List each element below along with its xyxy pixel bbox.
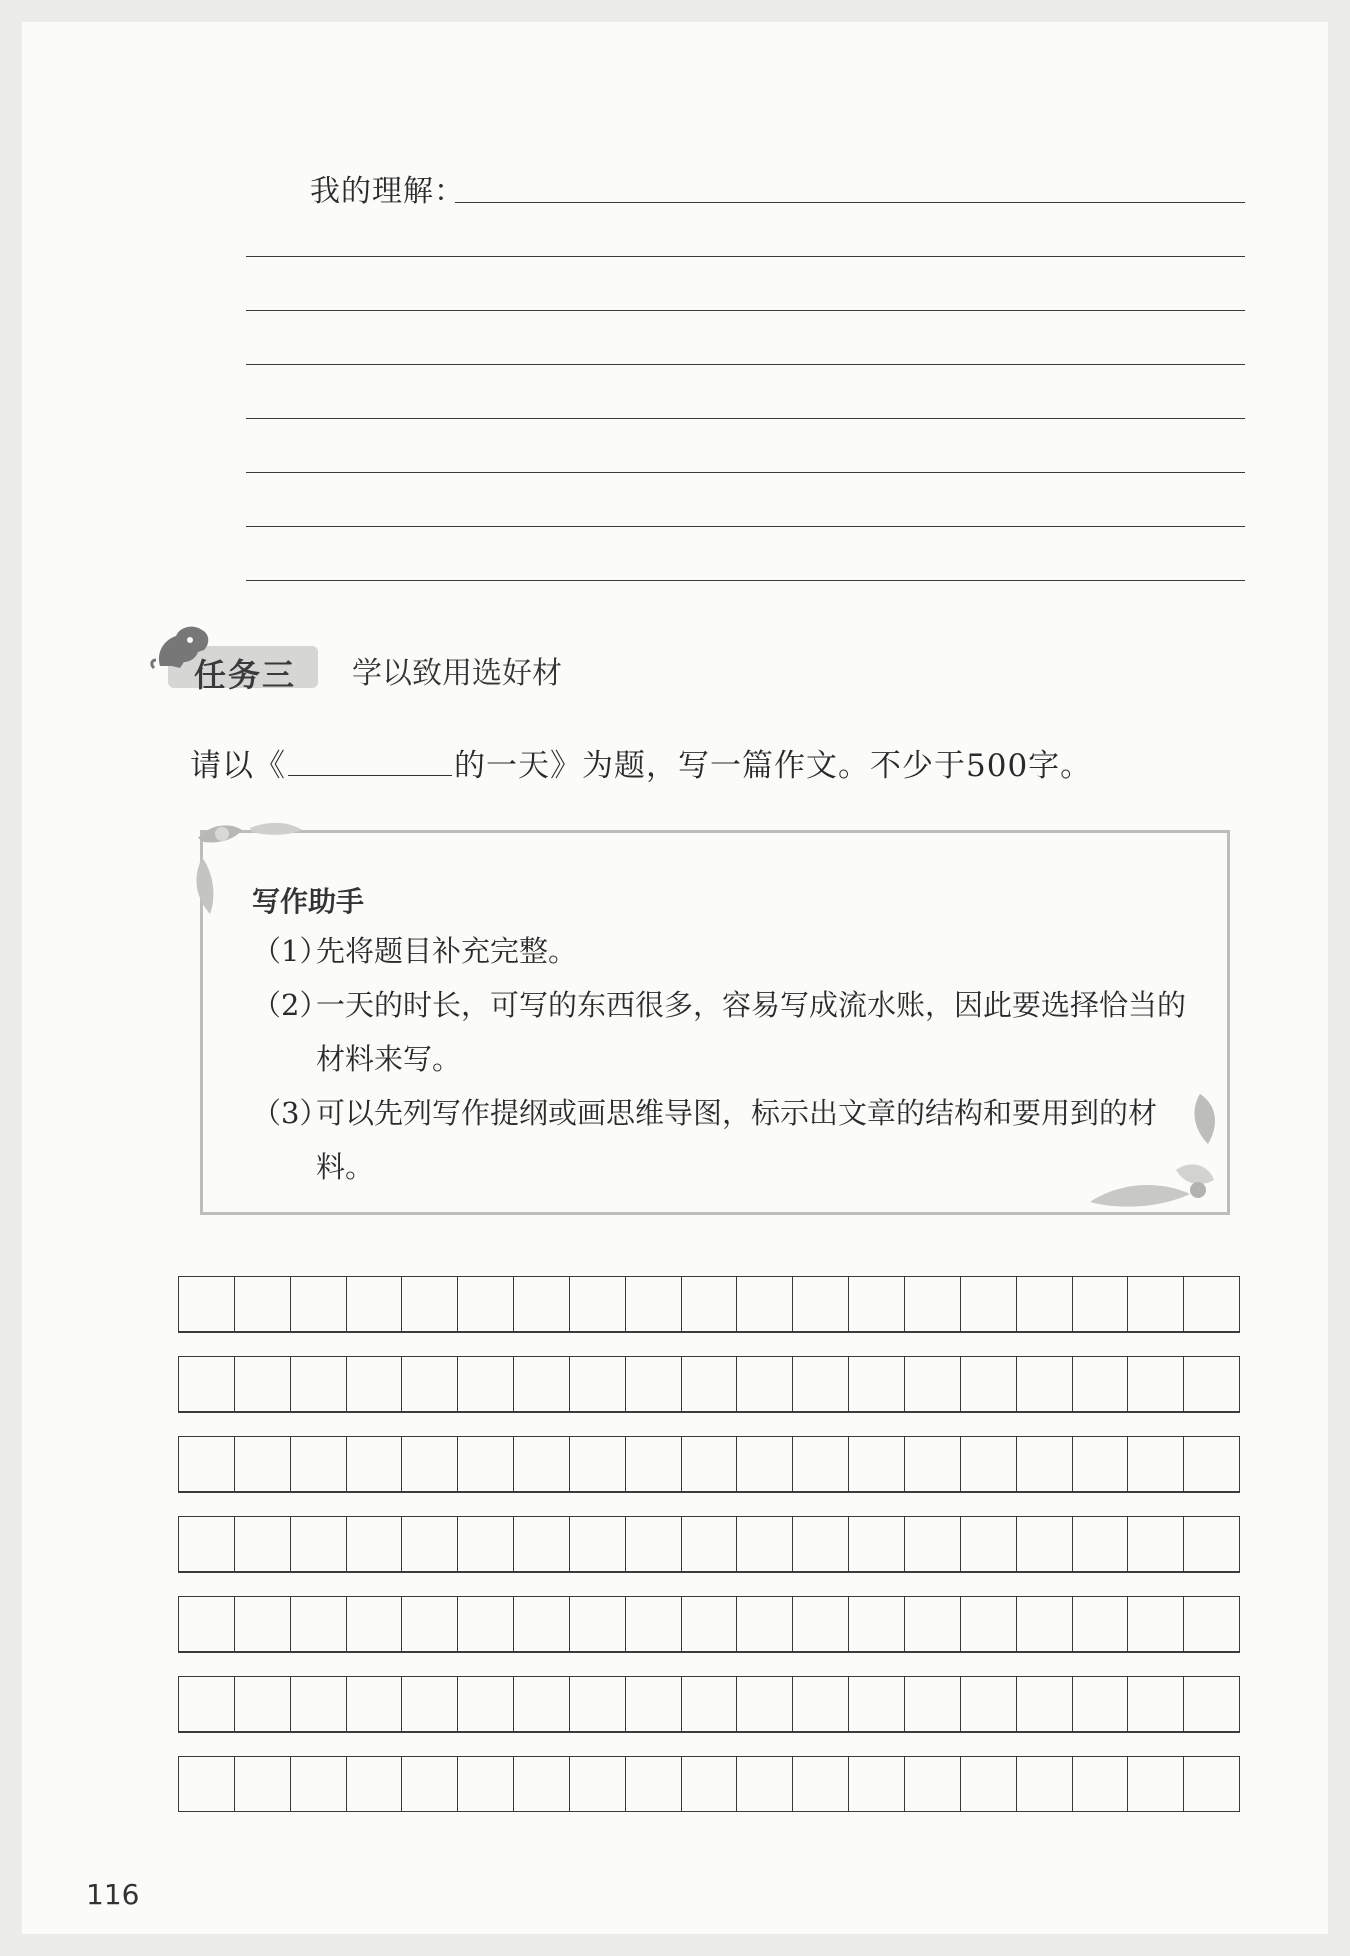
grid-row[interactable]: [178, 1676, 1240, 1732]
grid-cell[interactable]: [402, 1277, 458, 1331]
grid-cell[interactable]: [179, 1757, 235, 1811]
grid-cell[interactable]: [570, 1517, 626, 1571]
grid-cell[interactable]: [514, 1677, 570, 1731]
grid-cell[interactable]: [570, 1437, 626, 1491]
answer-line[interactable]: [455, 202, 1245, 203]
grid-cell[interactable]: [849, 1357, 905, 1411]
grid-cell[interactable]: [179, 1437, 235, 1491]
grid-cell[interactable]: [1017, 1277, 1073, 1331]
answer-line[interactable]: [246, 580, 1245, 581]
grid-cell[interactable]: [1017, 1437, 1073, 1491]
prompt-text-before: 请以《: [190, 748, 286, 784]
answer-line[interactable]: [246, 472, 1245, 473]
grid-cell[interactable]: [291, 1357, 347, 1411]
task-badge-label: 任务三: [194, 656, 297, 694]
row-spacer: [178, 1492, 1240, 1493]
grid-cell[interactable]: [793, 1437, 849, 1491]
helper-heading: 写作助手: [252, 885, 365, 918]
grid-cell[interactable]: [291, 1517, 347, 1571]
grid-cell[interactable]: [235, 1677, 291, 1731]
grid-cell[interactable]: [570, 1357, 626, 1411]
grid-cell[interactable]: [1184, 1437, 1239, 1491]
grid-cell[interactable]: [682, 1277, 738, 1331]
grid-cell[interactable]: [235, 1517, 291, 1571]
grid-cell[interactable]: [1073, 1677, 1129, 1731]
grid-cell[interactable]: [793, 1277, 849, 1331]
grid-cell[interactable]: [458, 1517, 514, 1571]
answer-line[interactable]: [246, 526, 1245, 527]
grid-cell[interactable]: [402, 1757, 458, 1811]
grid-cell[interactable]: [235, 1357, 291, 1411]
grid-cell[interactable]: [179, 1357, 235, 1411]
task-badge: [150, 622, 326, 692]
answer-line[interactable]: [246, 256, 1245, 257]
grid-cell[interactable]: [1184, 1757, 1239, 1811]
grid-cell[interactable]: [1128, 1277, 1184, 1331]
grid-cell[interactable]: [626, 1277, 682, 1331]
grid-cell[interactable]: [793, 1357, 849, 1411]
answer-line[interactable]: [246, 418, 1245, 419]
grid-cell[interactable]: [514, 1757, 570, 1811]
grid-cell[interactable]: [793, 1677, 849, 1731]
grid-cell[interactable]: [737, 1437, 793, 1491]
grid-cell[interactable]: [905, 1597, 961, 1651]
grid-cell[interactable]: [793, 1517, 849, 1571]
grid-cell[interactable]: [291, 1757, 347, 1811]
grid-cell[interactable]: [793, 1597, 849, 1651]
grid-cell[interactable]: [347, 1517, 403, 1571]
row-spacer: [178, 1332, 1240, 1333]
grid-cell[interactable]: [682, 1597, 738, 1651]
grid-cell[interactable]: [905, 1677, 961, 1731]
grid-cell[interactable]: [849, 1437, 905, 1491]
grid-cell[interactable]: [347, 1277, 403, 1331]
grid-cell[interactable]: [961, 1437, 1017, 1491]
grid-cell[interactable]: [1128, 1357, 1184, 1411]
grid-cell[interactable]: [235, 1757, 291, 1811]
helper-item-text: 一天的时长，可写的东西很多，容易写成流水账，因此要选择恰当的材料来写。: [316, 988, 1187, 1076]
grid-cell[interactable]: [179, 1597, 235, 1651]
grid-row[interactable]: [178, 1276, 1240, 1332]
grid-cell[interactable]: [570, 1277, 626, 1331]
grid-cell[interactable]: [1184, 1597, 1239, 1651]
grid-cell[interactable]: [626, 1757, 682, 1811]
grid-cell[interactable]: [570, 1757, 626, 1811]
grid-cell[interactable]: [849, 1517, 905, 1571]
grid-cell[interactable]: [1073, 1757, 1129, 1811]
grid-cell[interactable]: [905, 1757, 961, 1811]
grid-cell[interactable]: [626, 1597, 682, 1651]
grid-cell[interactable]: [626, 1357, 682, 1411]
grid-cell[interactable]: [905, 1277, 961, 1331]
grid-cell[interactable]: [737, 1357, 793, 1411]
grid-cell[interactable]: [1017, 1517, 1073, 1571]
grid-cell[interactable]: [737, 1597, 793, 1651]
helper-item-number: （2）: [252, 988, 329, 1022]
grid-cell[interactable]: [570, 1677, 626, 1731]
grid-cell[interactable]: [514, 1437, 570, 1491]
grid-cell[interactable]: [402, 1437, 458, 1491]
grid-cell[interactable]: [514, 1277, 570, 1331]
grid-cell[interactable]: [179, 1677, 235, 1731]
grid-cell[interactable]: [1017, 1677, 1073, 1731]
task-title: 学以致用选好材: [352, 656, 562, 691]
grid-cell[interactable]: [1017, 1357, 1073, 1411]
grid-cell[interactable]: [961, 1357, 1017, 1411]
grid-cell[interactable]: [961, 1597, 1017, 1651]
grid-cell[interactable]: [1184, 1277, 1239, 1331]
grid-cell[interactable]: [737, 1677, 793, 1731]
grid-cell[interactable]: [1128, 1677, 1184, 1731]
grid-cell[interactable]: [1128, 1757, 1184, 1811]
grid-cell[interactable]: [961, 1277, 1017, 1331]
grid-cell[interactable]: [737, 1277, 793, 1331]
answer-line[interactable]: [246, 310, 1245, 311]
grid-cell[interactable]: [402, 1677, 458, 1731]
grid-cell[interactable]: [458, 1437, 514, 1491]
grid-cell[interactable]: [1073, 1597, 1129, 1651]
grid-cell[interactable]: [626, 1677, 682, 1731]
grid-cell[interactable]: [347, 1357, 403, 1411]
grid-cell[interactable]: [458, 1357, 514, 1411]
grid-cell[interactable]: [905, 1437, 961, 1491]
grid-cell[interactable]: [905, 1517, 961, 1571]
grid-cell[interactable]: [458, 1277, 514, 1331]
grid-cell[interactable]: [1128, 1517, 1184, 1571]
grid-cell[interactable]: [458, 1597, 514, 1651]
grid-cell[interactable]: [291, 1677, 347, 1731]
grid-cell[interactable]: [402, 1357, 458, 1411]
grid-cell[interactable]: [347, 1597, 403, 1651]
grid-cell[interactable]: [849, 1597, 905, 1651]
grid-cell[interactable]: [179, 1517, 235, 1571]
grid-cell[interactable]: [626, 1517, 682, 1571]
grid-cell[interactable]: [682, 1517, 738, 1571]
grid-cell[interactable]: [682, 1357, 738, 1411]
grid-row[interactable]: [178, 1756, 1240, 1812]
helper-item-number: （1）: [252, 934, 329, 968]
helper-item-text: 可以先列写作提纲或画思维导图，标示出文章的结构和要用到的材料。: [316, 1096, 1158, 1184]
understanding-label: 我的理解：: [310, 174, 465, 209]
grid-row[interactable]: [178, 1436, 1240, 1492]
grid-cell[interactable]: [1184, 1357, 1239, 1411]
grid-cell[interactable]: [347, 1437, 403, 1491]
grid-cell[interactable]: [235, 1277, 291, 1331]
essay-prompt: [190, 740, 1092, 785]
grid-cell[interactable]: [347, 1677, 403, 1731]
grid-cell[interactable]: [291, 1277, 347, 1331]
grid-cell[interactable]: [682, 1677, 738, 1731]
grid-cell[interactable]: [961, 1517, 1017, 1571]
grid-cell[interactable]: [1128, 1597, 1184, 1651]
row-spacer: [178, 1652, 1240, 1653]
grid-cell[interactable]: [1073, 1517, 1129, 1571]
helper-item-text: 先将题目补充完整。: [316, 934, 578, 968]
grid-cell[interactable]: [291, 1597, 347, 1651]
grid-cell[interactable]: [1128, 1437, 1184, 1491]
grid-cell[interactable]: [458, 1757, 514, 1811]
grid-cell[interactable]: [402, 1517, 458, 1571]
grid-cell[interactable]: [291, 1437, 347, 1491]
grid-row[interactable]: [178, 1516, 1240, 1572]
title-blank[interactable]: [288, 749, 452, 776]
grid-cell[interactable]: [682, 1437, 738, 1491]
grid-cell[interactable]: [1017, 1757, 1073, 1811]
grid-cell[interactable]: [682, 1757, 738, 1811]
grid-cell[interactable]: [570, 1597, 626, 1651]
grid-cell[interactable]: [1184, 1517, 1239, 1571]
prompt-text-after: 的一天》为题，写一篇作文。不少于500字。: [454, 748, 1093, 784]
grid-cell[interactable]: [235, 1437, 291, 1491]
grid-cell[interactable]: [737, 1517, 793, 1571]
grid-cell[interactable]: [793, 1757, 849, 1811]
grid-cell[interactable]: [849, 1677, 905, 1731]
grid-cell[interactable]: [905, 1357, 961, 1411]
grid-cell[interactable]: [179, 1277, 235, 1331]
grid-cell[interactable]: [737, 1757, 793, 1811]
grid-cell[interactable]: [402, 1597, 458, 1651]
grid-cell[interactable]: [1073, 1437, 1129, 1491]
grid-cell[interactable]: [514, 1597, 570, 1651]
grid-cell[interactable]: [626, 1437, 682, 1491]
grid-cell[interactable]: [458, 1677, 514, 1731]
grid-cell[interactable]: [1184, 1677, 1239, 1731]
grid-cell[interactable]: [514, 1357, 570, 1411]
helper-item-number: （3）: [252, 1096, 329, 1130]
grid-row[interactable]: [178, 1356, 1240, 1412]
row-spacer: [178, 1572, 1240, 1573]
grid-cell[interactable]: [514, 1517, 570, 1571]
row-spacer: [178, 1732, 1240, 1733]
grid-cell[interactable]: [1073, 1277, 1129, 1331]
grid-cell[interactable]: [235, 1597, 291, 1651]
grid-cell[interactable]: [849, 1277, 905, 1331]
grid-cell[interactable]: [347, 1757, 403, 1811]
grid-row[interactable]: [178, 1596, 1240, 1652]
grid-cell[interactable]: [961, 1677, 1017, 1731]
answer-line[interactable]: [246, 364, 1245, 365]
grid-cell[interactable]: [1073, 1357, 1129, 1411]
grid-cell[interactable]: [961, 1757, 1017, 1811]
grid-cell[interactable]: [849, 1757, 905, 1811]
row-spacer: [178, 1412, 1240, 1413]
grid-cell[interactable]: [1017, 1597, 1073, 1651]
page-number: 116: [86, 1878, 140, 1911]
